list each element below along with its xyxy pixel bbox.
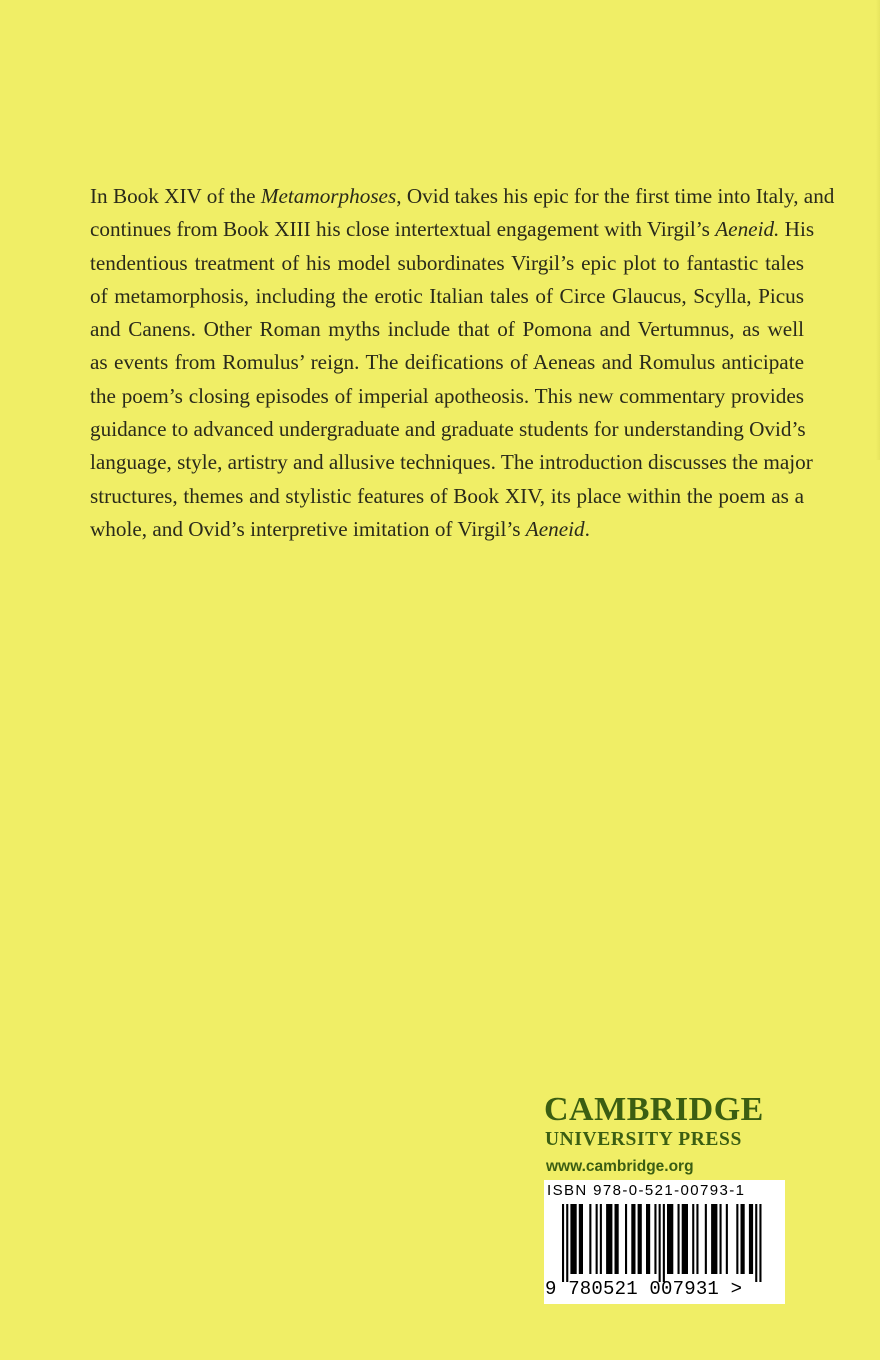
barcode-bar	[682, 1204, 688, 1274]
blurb-text: , Ovid takes his epic for the first time into Italy, and	[396, 184, 835, 208]
publisher-logo	[544, 1092, 784, 1178]
barcode-bar	[562, 1204, 564, 1282]
barcode-bar	[654, 1204, 656, 1274]
ean-digits: 9 780521 007931 >	[545, 1278, 743, 1300]
blurb-line	[90, 380, 804, 413]
barcode-bar	[570, 1204, 576, 1274]
barcode-bar	[755, 1204, 757, 1282]
isbn-barcode	[544, 1180, 785, 1304]
barcode-bar	[625, 1204, 627, 1274]
page-edge-shadow	[876, 0, 880, 460]
barcode-bar	[726, 1204, 728, 1274]
publisher-subtitle: UNIVERSITY PRESS	[545, 1129, 742, 1150]
barcode-bar	[759, 1204, 761, 1282]
barcode-bars	[544, 1204, 785, 1282]
blurb-text: .	[584, 516, 590, 541]
blurb-line	[90, 280, 804, 313]
barcode-bar	[736, 1204, 738, 1274]
blurb-text: continues from Book XIII his close intertextual engagement with Virgil’s	[90, 217, 716, 242]
publisher-url: www.cambridge.org	[546, 1158, 694, 1175]
barcode-bar	[606, 1204, 612, 1274]
barcode-bar	[638, 1204, 642, 1274]
italic-title: Aeneid.	[715, 217, 780, 242]
barcode-bar	[696, 1204, 698, 1274]
blurb-text: of metamorphosis, including the erotic Italian tales of Circe Glaucus, Scylla, Picus	[90, 283, 804, 308]
blurb-text: In Book XIV of the	[90, 184, 261, 208]
barcode-bar	[678, 1204, 680, 1274]
blurb-line	[90, 180, 835, 213]
barcode-bar	[711, 1204, 717, 1274]
blurb-line	[90, 513, 804, 546]
barcode-bar	[615, 1204, 619, 1274]
blurb-text: and Canens. Other Roman myths include that of Pomona and Vertumnus, as well	[90, 317, 804, 342]
barcode-bar	[579, 1204, 583, 1274]
barcode-bar	[667, 1204, 673, 1274]
blurb-line	[90, 480, 804, 513]
blurb-line	[90, 446, 813, 479]
blurb-text: the poem’s closing episodes of imperial apotheosis. This new commentary provides	[90, 383, 804, 408]
barcode-bar	[600, 1204, 602, 1274]
blurb-text: guidance to advanced undergraduate and graduate students for understanding Ovid’s	[90, 417, 806, 442]
blurb-text: His	[779, 217, 815, 242]
italic-title: Aeneid	[525, 516, 585, 541]
publisher-name: CAMBRIDGE	[544, 1091, 764, 1128]
blurb-text: tendentious treatment of his model subordinates Virgil’s epic plot to fantastic tales	[90, 250, 804, 275]
blurb-text: language, style, artistry and allusive techniques. The introduction discusses the major	[90, 450, 813, 475]
isbn-label: ISBN 978-0-521-00793-1	[547, 1182, 746, 1199]
barcode-bar	[596, 1204, 598, 1274]
barcode-bar	[631, 1204, 635, 1274]
blurb-text: whole, and Ovid’s interpretive imitation of Virgil’s	[90, 516, 526, 541]
barcode-bar	[566, 1204, 568, 1282]
blurb-line	[90, 413, 804, 446]
blurb-text: as events from Romulus’ reign. The deifications of Aeneas and Romulus anticipate	[90, 350, 804, 375]
blurb-line	[90, 247, 804, 280]
barcode-bar	[663, 1204, 665, 1282]
back-cover-blurb	[90, 180, 835, 546]
blurb-line	[90, 313, 804, 346]
barcode-bar	[589, 1204, 591, 1274]
barcode-bar	[659, 1204, 661, 1282]
barcode-bar	[749, 1204, 753, 1274]
barcode-bar	[692, 1204, 694, 1274]
blurb-line	[90, 346, 804, 379]
blurb-text: structures, themes and stylistic features of Book XIV, its place within the poem as a	[90, 483, 804, 508]
italic-title: Metamorphoses	[260, 184, 397, 208]
barcode-bar	[646, 1204, 650, 1274]
barcode-bar	[705, 1204, 707, 1274]
barcode-bar	[741, 1204, 745, 1274]
blurb-line	[90, 213, 815, 246]
barcode-bar	[720, 1204, 722, 1274]
